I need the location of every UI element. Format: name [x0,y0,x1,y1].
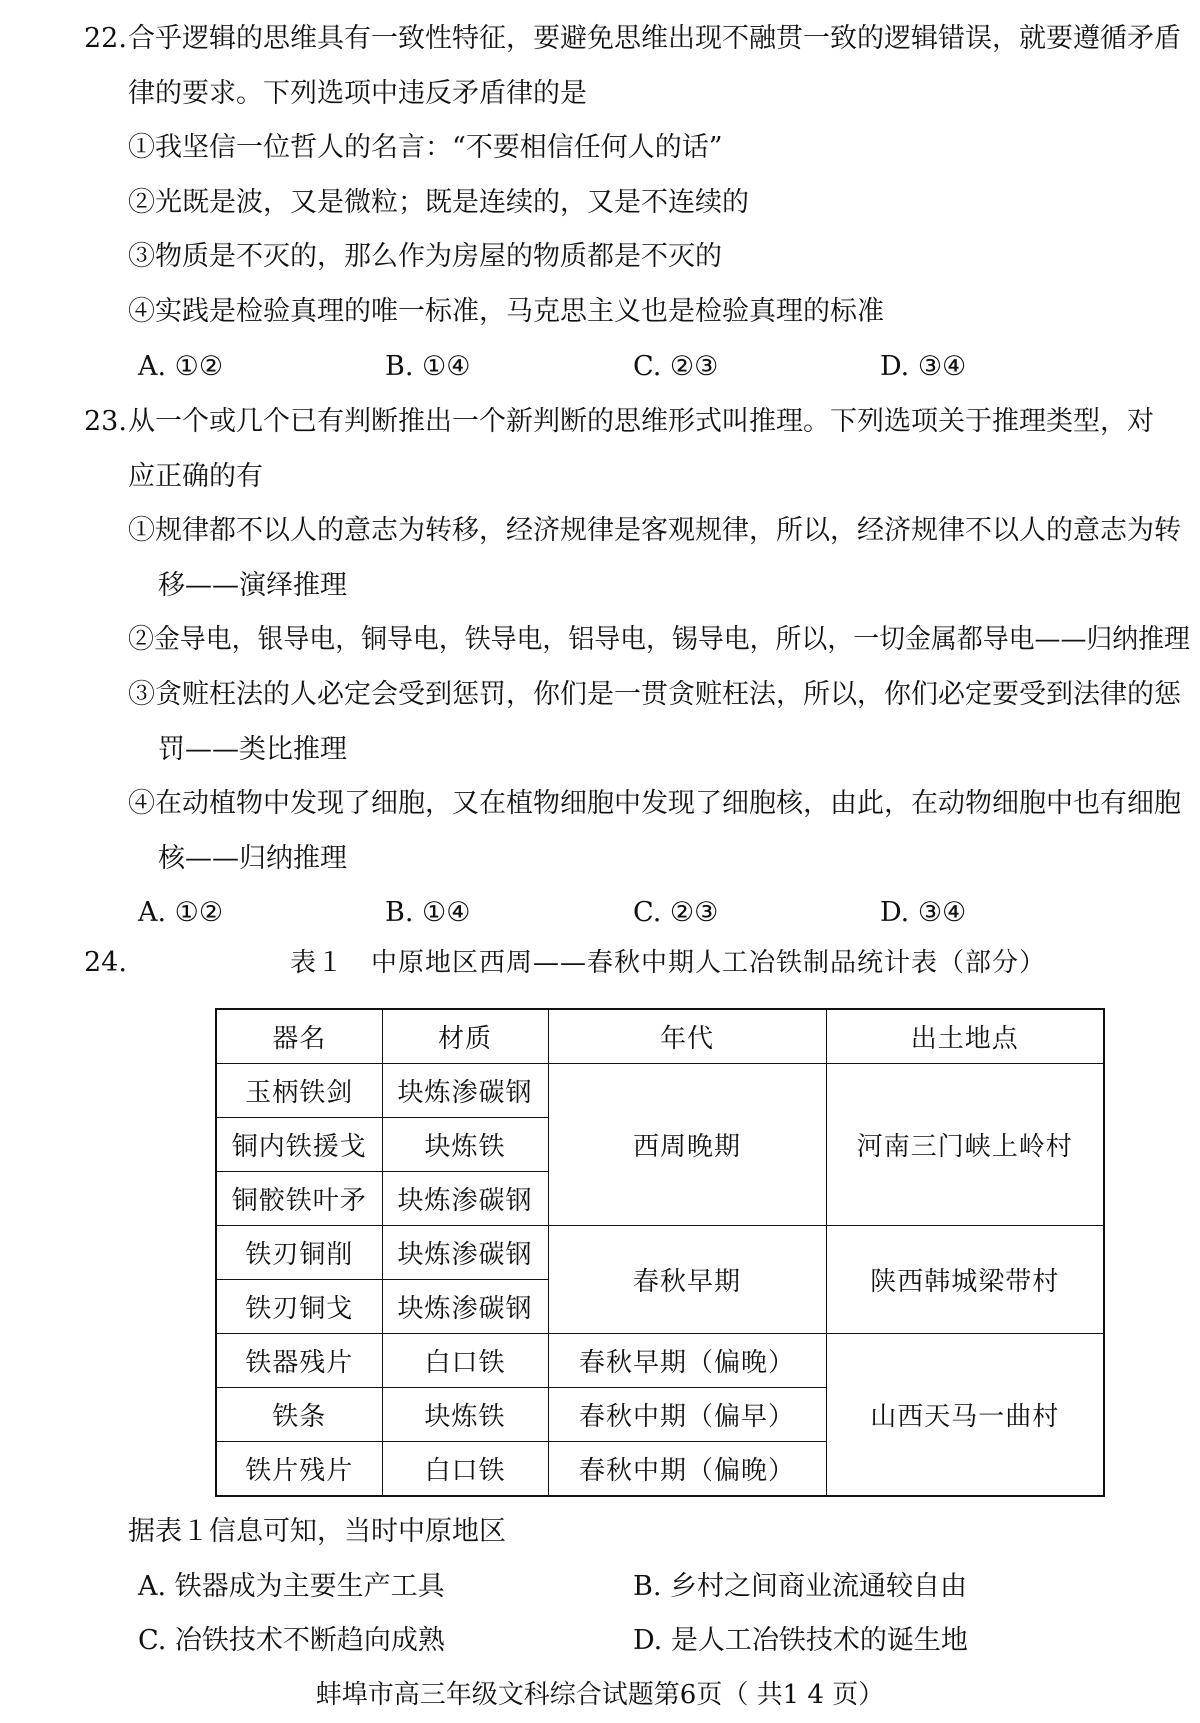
cell-name: 玉柄铁剑 [216,1064,382,1118]
question-23-number: 23. [84,406,127,437]
question-22-option-c: C. ②③ [633,351,719,382]
question-23-item-4-line-2: 核——归纳推理 [158,843,347,874]
question-23-item-1-line-1: ①规律都不以人的意志为转移，经济规律是客观规律，所以，经济规律不以人的意志为转 [128,515,1181,546]
cell-name: 铜骹铁叶矛 [216,1172,382,1226]
question-22-option-b: B. ①④ [385,351,471,382]
question-23-stem-line-1: 从一个或几个已有判断推出一个新判断的思维形式叫推理。下列选项关于推理类型，对 [128,406,1154,437]
question-23-item-3-line-1: ③贪赃枉法的人必定会受到惩罚，你们是一贯贪赃枉法，所以，你们必定要受到法律的惩 [128,679,1181,710]
question-23-option-d: D. ③④ [880,897,967,928]
cell-material: 块炼渗碳钢 [382,1172,548,1226]
table-row [216,1334,1104,1388]
header-era: 年代 [548,1009,826,1064]
cell-material: 块炼渗碳钢 [382,1280,548,1334]
cell-name: 铁刃铜削 [216,1226,382,1280]
cell-era: 春秋早期（偏晚） [548,1334,826,1388]
question-23-option-c: C. ②③ [633,897,719,928]
cell-material: 白口铁 [382,1442,548,1497]
cell-name: 铁刃铜戈 [216,1280,382,1334]
cell-name: 铁条 [216,1388,382,1442]
question-22-item-4: ④实践是检验真理的唯一标准，马克思主义也是检验真理的标准 [128,296,884,327]
question-24-option-a: A. 铁器成为主要生产工具 [138,1571,445,1602]
question-22-item-1: ①我坚信一位哲人的名言：“不要相信任何人的话” [128,132,723,163]
table-header-row [216,1009,1104,1064]
cell-name: 铜内铁援戈 [216,1118,382,1172]
header-location: 出土地点 [826,1009,1104,1064]
question-23-item-4-line-1: ④在动植物中发现了细胞，又在植物细胞中发现了细胞核，由此，在动物细胞中也有细胞 [128,788,1181,819]
iron-artifacts-table [215,1008,1105,1497]
header-name: 器名 [216,1009,382,1064]
question-23-item-2: ②金导电，银导电，铜导电，铁导电，铝导电，锡导电，所以，一切金属都导电——归纳推理 [128,624,1190,655]
question-22-stem-line-1: 合乎逻辑的思维具有一致性特征，要避免思维出现不融贯一致的逻辑错误，就要遵循矛盾 [128,23,1181,54]
cell-era: 春秋中期（偏晚） [548,1442,826,1497]
cell-name: 铁器残片 [216,1334,382,1388]
cell-location: 陕西韩城梁带村 [826,1226,1104,1334]
table-row [216,1226,1104,1280]
table-caption: 表１ 中原地区西周——春秋中期人工冶铁制品统计表（部分） [290,948,1047,978]
question-22-number: 22. [84,23,127,54]
question-22-option-d: D. ③④ [880,351,967,382]
question-23-item-1-line-2: 移——演绎推理 [158,570,347,601]
page-footer: 蚌埠市高三年级文科综合试题第6页（ 共1 4 页） [315,1680,885,1710]
table-row [216,1064,1104,1118]
question-22-option-a: A. ①② [138,351,224,382]
header-material: 材质 [382,1009,548,1064]
question-24-option-c: C. 冶铁技术不断趋向成熟 [138,1625,445,1656]
cell-material: 块炼渗碳钢 [382,1064,548,1118]
question-22-stem-line-2: 律的要求。下列选项中违反矛盾律的是 [128,78,587,109]
cell-location: 河南三门峡上岭村 [826,1064,1104,1226]
cell-era: 春秋中期（偏早） [548,1388,826,1442]
question-23-item-3-line-2: 罚——类比推理 [158,734,347,765]
question-24-number: 24. [84,947,127,978]
question-23-option-a: A. ①② [138,897,224,928]
question-23-stem-line-2: 应正确的有 [128,461,263,492]
question-23-option-b: B. ①④ [385,897,471,928]
cell-location: 山西天马一曲村 [826,1334,1104,1497]
question-24-stem: 据表１信息可知，当时中原地区 [128,1516,506,1547]
cell-material: 块炼铁 [382,1388,548,1442]
cell-era: 西周晚期 [548,1064,826,1226]
question-24-option-d: D. 是人工冶铁技术的诞生地 [633,1625,968,1656]
cell-material: 块炼铁 [382,1118,548,1172]
cell-name: 铁片残片 [216,1442,382,1497]
question-22-item-2: ②光既是波，又是微粒；既是连续的，又是不连续的 [128,187,749,218]
cell-material: 白口铁 [382,1334,548,1388]
cell-material: 块炼渗碳钢 [382,1226,548,1280]
cell-era: 春秋早期 [548,1226,826,1334]
question-24-option-b: B. 乡村之间商业流通较自由 [633,1571,968,1602]
question-22-item-3: ③物质是不灭的，那么作为房屋的物质都是不灭的 [128,241,722,272]
